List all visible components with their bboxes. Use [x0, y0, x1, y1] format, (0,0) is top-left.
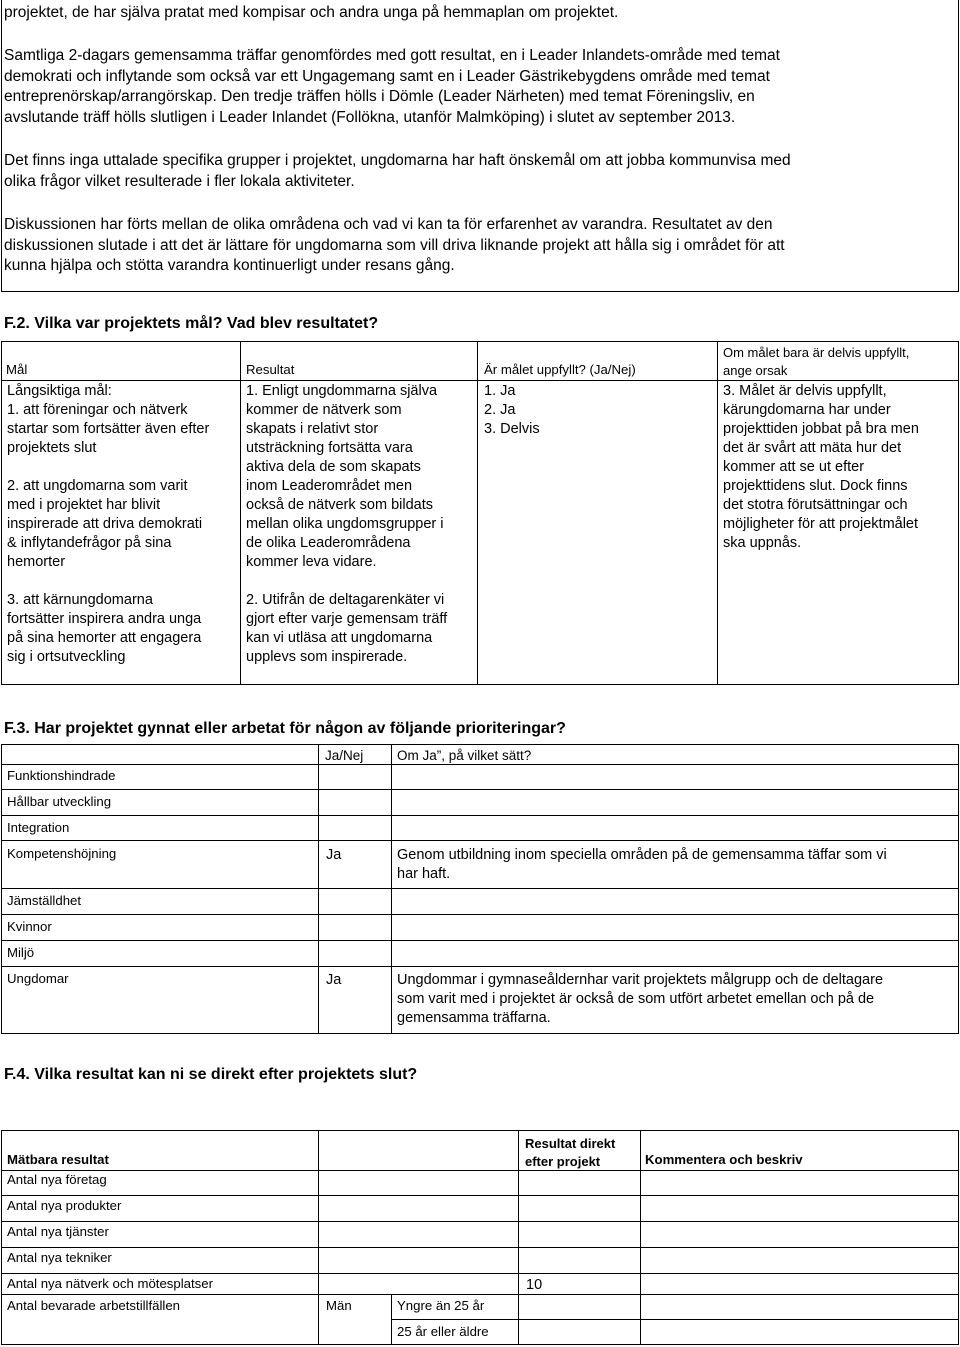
f2-header-orsak: Om målet bara är delvis uppfyllt, ange orsak	[723, 345, 910, 378]
f4-heading: F.4. Vilka resultat kan ni se direkt efter projektets slut?	[4, 1066, 418, 1083]
f3-row-text: Genom utbildning inom speciella områden på de gemensamma täffar som vi har haft.	[397, 847, 887, 882]
f4-row-divider	[1, 1273, 959, 1274]
f4-header-matbara: Mätbara resultat	[7, 1152, 109, 1167]
f3-col-divider	[318, 744, 319, 1034]
intro-paragraph-3	[4, 215, 785, 277]
f2-header-mal: Mål	[6, 362, 28, 377]
text-line: diskussionen slutade i att det är lättare för ungdomarna som vill driva liknande projekt att hålla sig i området för att	[4, 236, 785, 254]
f3-row-divider	[1, 815, 959, 816]
f4-row-label: Antal bevarade arbetstillfällen	[7, 1298, 181, 1313]
f4-yngre-label: Yngre än 25 år	[397, 1298, 485, 1313]
f2-resultat-cell: 1. Enligt ungdommarna själva kommer de nätverk som skapats i relativt stor utsträckning fortsätta vara aktiva dela de som skapats inom Leaderområdet men också de nätverk som bildats mellan olika ungdomsgrupper i de olika Leaderområdena kommer leva vidare. 2. Utifrån de deltagarenkäter vi gjort efter varje gemensam träff kan vi utläsa att ungdomarna upplevs som inspirerade.	[246, 383, 448, 665]
f4-header-direkt: Resultat direkt efter projekt	[525, 1136, 616, 1169]
f3-header-om-ja: Om Ja”, på vilket sätt?	[397, 748, 532, 763]
f3-row-divider	[1, 888, 959, 889]
f3-row-divider	[1, 940, 959, 941]
f4-row-label: Antal nya produkter	[7, 1198, 122, 1213]
f4-header-kommentera: Kommentera och beskriv	[645, 1152, 803, 1167]
intro-paragraph-1	[4, 46, 780, 128]
f3-row-label: Kompetenshöjning	[7, 846, 117, 861]
f3-row-text: Ungdommar i gymnaseåldernhar varit projektets målgrupp och de deltagare som varit med i projektet är också de som utfört arbetet emellan och på de gemensamma träffarna.	[397, 972, 884, 1026]
f3-row-janej: Ja	[326, 847, 342, 863]
f4-row-label: Antal nya företag	[7, 1172, 107, 1187]
f3-row-label: Jämställdhet	[7, 893, 82, 908]
text-line: entreprenörskap/arrangörskap. Den tredje träffen hölls i Dömle (Leader Närheten) med temat Föreningsliv, en	[4, 88, 755, 105]
f4-col-divider	[518, 1130, 519, 1345]
f2-header-divider	[1, 380, 959, 381]
f3-row-label: Miljö	[7, 945, 35, 960]
f4-row-divider	[1, 1247, 959, 1248]
f2-orsak-cell: 3. Målet är delvis uppfyllt, kärungdomarna har under projekttiden jobbat på bra men det är svårt att mäta hur det kommer att se ut efter projekttidens slut. Dock finns det stotra förutsättningar och möjligheter för att projektmålet ska uppnås.	[723, 383, 919, 551]
text-line: olika frågor vilket resulterade i fler lokala aktiviteter.	[4, 172, 355, 190]
text-line: demokrati och inflytande som också var ett Ungagemang samt en i Leader Gästrikebygdens område med temat	[4, 67, 770, 85]
f2-header-resultat: Resultat	[246, 362, 295, 377]
f3-row-divider	[1, 789, 959, 790]
f4-row-divider	[1, 1294, 959, 1295]
f3-row-label: Hållbar utveckling	[7, 794, 112, 809]
f3-header-janej: Ja/Nej	[325, 748, 364, 763]
f2-heading: F.2. Vilka var projektets mål? Vad blev resultatet?	[4, 315, 379, 332]
f3-row-divider	[1, 840, 959, 841]
f3-row-label: Funktionshindrade	[7, 768, 116, 783]
text-line: avslutande träff hölls slutligen i Leader Inlandet (Follökna, utanför Malmköping) i slutet av september 2013.	[4, 108, 736, 126]
f3-col-divider	[391, 744, 392, 1034]
f2-uppfyllt-cell: 1. Ja 2. Ja 3. Delvis	[484, 383, 540, 437]
f2-col-divider	[240, 341, 241, 685]
f4-aldre-label: 25 år eller äldre	[397, 1324, 489, 1339]
f4-row-divider	[1, 1221, 959, 1222]
text-line: kunna hjälpa och stötta varandra kontinuerligt under resans gång.	[4, 257, 455, 274]
f3-row-label: Integration	[7, 820, 70, 835]
f4-col-divider	[640, 1130, 641, 1345]
intro-line: projektet, de har själva pratat med kompisar och andra unga på hemmaplan om projektet.	[4, 4, 619, 21]
f2-mal-cell: Långsiktiga mål: 1. att föreningar och nätverk startar som fortsätter även efter projektets slut 2. att ungdomarna som varit med i projektet har blivit inspirerade att driva demokrati & inflytandefrågor på sina hemorter 3. att kärnungdomarna fortsätter inspirera andra unga på sina hemorter att engagera sig i ortsutveckling	[7, 383, 210, 665]
f3-row-divider	[1, 966, 959, 967]
f4-row-value: 10	[526, 1277, 543, 1293]
text-line: Det finns inga uttalade specifika grupper i projektet, ungdomarna har haft önskemål om att jobba kommunvisa med	[4, 152, 791, 169]
f2-header-uppfyllt: Är målet uppfyllt? (Ja/Nej)	[484, 362, 636, 377]
text-line: Diskussionen har förts mellan de olika områdena och vad vi kan ta för erfarenhet av varandra. Resultatet av den	[4, 216, 773, 233]
f3-row-janej: Ja	[326, 972, 342, 988]
f3-row-label: Ungdomar	[7, 971, 69, 986]
intro-paragraph-2	[4, 151, 791, 192]
f3-row-divider	[1, 914, 959, 915]
f2-col-divider	[477, 341, 478, 685]
f4-row-divider	[391, 1319, 959, 1320]
f4-row-divider	[1, 1170, 959, 1171]
f3-heading: F.3. Har projektet gynnat eller arbetat för någon av följande prioriteringar?	[4, 720, 566, 737]
f4-row-label: Antal nya tekniker	[7, 1250, 112, 1265]
f4-col-divider	[318, 1130, 319, 1345]
f4-row-label: Antal nya nätverk och mötesplatser	[7, 1276, 213, 1291]
f3-row-label: Kvinnor	[7, 919, 52, 934]
f4-man-label: Män	[326, 1298, 352, 1313]
f4-row-label: Antal nya tjänster	[7, 1224, 109, 1239]
f4-row-divider	[1, 1195, 959, 1196]
text-line: Samtliga 2-dagars gemensamma träffar genomfördes med gott resultat, en i Leader Inlandets-område med temat	[4, 47, 780, 64]
f2-col-divider	[717, 341, 718, 685]
